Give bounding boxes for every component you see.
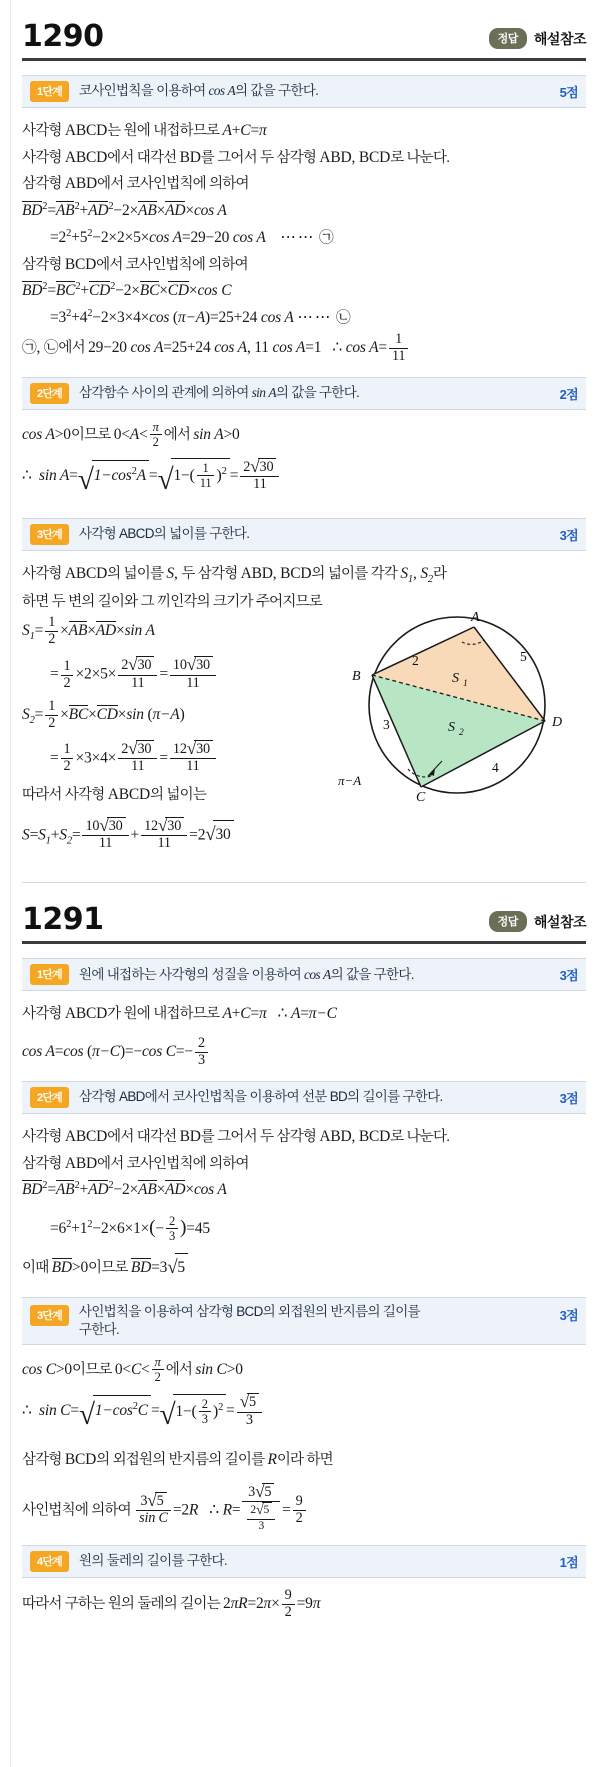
svg-text:C: C (416, 790, 426, 802)
math-line: cos C>0이므로 0<C< $\frac{\pi}{2}$ 에서 sin C>0 (22, 1355, 243, 1385)
problem-block-1291 (22, 883, 586, 1620)
math-line: 이때 BD>0이므로 BD=3√5 (22, 1252, 586, 1285)
svg-text:2: 2 (412, 653, 419, 669)
math-line: 삼각형 ABD에서 코사인법칙에 의하여 (22, 175, 249, 193)
step-3-body (22, 561, 586, 853)
step-tag: 2단계 (30, 1087, 69, 1108)
math-line: cos A>0이므로 0<A< $\frac{\pi}{2}$ 에서 sin A>0 (22, 419, 240, 449)
math-line: 따라서 사각형 ABCD의 넓이는 (22, 786, 207, 804)
svg-text:1: 1 (463, 679, 468, 690)
math-line: ∴ $\sin A=√1-\cos^2A =√1-$( $\frac{1}{11}$ )$^2$ = $\frac{2√30}{11}$ (22, 455, 586, 506)
svg-text:A: A (471, 610, 480, 626)
page-left-margin-rule (0, 0, 11, 1767)
step-description: 원의 둘레의 길이를 구한다. (78, 1553, 227, 1569)
step-bar-2-1290 (22, 377, 586, 410)
math-line: $=3^2+4^2-2\times 3\times 4\times\cos$ (π−A)=25+24 cos A ⋯⋯ ㉡ (50, 308, 351, 327)
answer-text: 해설참조 (533, 913, 586, 930)
math-line: 사각형 ABCD는 원에 내접하므로 A+C=π (22, 122, 267, 139)
math-line: 사각형 ABCD가 원에 내접하므로 A+C=π ∴ A=π−C (22, 1005, 337, 1023)
p1291-step-1-body (22, 1001, 586, 1069)
answer-pill: 정답 (489, 911, 527, 932)
step-points: 3점 (559, 968, 578, 984)
step-bar-2-1291 (22, 1081, 586, 1114)
section-gap (22, 852, 586, 882)
answer-group (489, 911, 586, 935)
math-line: $S_2=$ $\frac{1}{2}$ ×BC×CD×sin (π−A) (22, 697, 185, 731)
step-tag: 1단계 (30, 81, 69, 102)
problem-header-1290 (22, 0, 586, 56)
step-bar-3-1291 (22, 1297, 586, 1345)
math-line: $=2^2+5^2-2\times 2\times 5\times\cos$ A=29−20 cos A ⋯⋯ ㉠ (50, 227, 334, 246)
math-line: ∴ $\sin C=√1-\cos^2C =√1-$( $\frac{2}{3}$ )$^2$ = $\frac{√5}{3}$ (22, 1390, 586, 1441)
math-line: 사각형 ABCD의 넓이를 S, 두 삼각형 ABD, BCD의 넓이를 각각 $S_1$, $S_2$라 (22, 564, 447, 585)
p1291-step-4-body (22, 1588, 586, 1621)
step-2-body (22, 420, 586, 506)
math-line: = $\frac{1}{2}$ ×2×5× $\frac{2√30}{11}$ = $\frac{10√30}{11}$ (22, 655, 586, 691)
svg-text:4: 4 (492, 760, 499, 776)
step-points: 3점 (559, 1307, 578, 1323)
circle-quadrilateral-figure (324, 609, 592, 801)
step-description: 코사인법칙을 이용하여 cos A의 값을 구한다. (78, 83, 319, 99)
step-description: 원에 내접하는 사각형의 성질을 이용하여 cos A의 값을 구한다. (78, 966, 414, 982)
problem-block-1290 (22, 0, 586, 852)
math-line: $S_1=$ $\frac{1}{2}$ ×AB×AD×sin A (22, 614, 155, 648)
step-bar-1-1290 (22, 75, 586, 108)
step-bar-3-1290 (22, 518, 586, 551)
math-line: 사각형 ABCD에서 대각선 BD를 그어서 두 삼각형 ABD, BCD로 나눈다. (22, 1127, 450, 1145)
step-description: 삼각함수 사이의 관계에 의하여 sin A의 값을 구한다. (78, 385, 360, 401)
step-tag: 3단계 (30, 524, 69, 545)
math-line: 삼각형 BCD에서 코사인법칙에 의하여 (22, 255, 248, 273)
math-line: $S=S_1+S_2=$ $\frac{10√30}{11}$ + $\frac{12√30}{11}$ =2√30 (22, 816, 586, 852)
step-tag: 4단계 (30, 1551, 69, 1572)
svg-text:5: 5 (520, 649, 527, 665)
step-description: 사인법칙을 이용하여 삼각형 BCD의 외접원의 반지름의 길이를 구한다. (78, 1303, 420, 1338)
math-line: ㉠, ㉡에서 29−20 cos A=25+24 cos A, 11 cos A=1 ∴ cos A= $\frac{1}{11}$ (22, 332, 586, 365)
math-line: 따라서 구하는 원의 둘레의 길이는 2πR=2π× $\frac{9}{2}$ =9π (22, 1586, 321, 1620)
svg-text:π−A: π−A (338, 773, 362, 789)
step-points: 3점 (559, 1090, 578, 1106)
svg-text:D: D (552, 715, 563, 731)
step-points: 5점 (559, 85, 578, 100)
answer-group (489, 28, 586, 52)
svg-text:S: S (448, 720, 455, 736)
svg-text:3: 3 (383, 717, 390, 733)
p1291-step-2-body (22, 1124, 586, 1285)
problem-header-1291 (22, 883, 586, 939)
step-points: 2점 (559, 386, 578, 402)
answer-pill: 정답 (489, 28, 527, 49)
svg-text:2: 2 (459, 728, 464, 739)
step-points: 3점 (559, 527, 578, 543)
step-description: 사각형 ABCD의 넓이를 구한다. (78, 525, 250, 541)
header-rule (22, 941, 586, 944)
math-line: = $\frac{1}{2}$ ×3×4× $\frac{2√30}{11}$ = $\frac{12√30}{11}$ (22, 739, 586, 775)
step-tag: 1단계 (30, 964, 69, 985)
figure-row (22, 610, 586, 852)
step-points: 1점 (559, 1554, 578, 1570)
header-rule (22, 58, 586, 61)
math-line: $BD^2=AB^2+AD^2-2\times AB\times AD\times\cos$ A (22, 1180, 227, 1199)
answer-text: 해설참조 (533, 30, 586, 47)
step-1-body (22, 118, 586, 365)
math-line: 사인법칙에 의하여 $\frac{3√5}{\text{sin C}}$ =2R ∴ R= $\frac{3√5}{\frac{2√5}{3}}$ = $\frac{9}{2}$ (22, 1482, 586, 1533)
svg-text:S: S (452, 671, 459, 687)
math-line: 삼각형 ABD에서 코사인법칙에 의하여 (22, 1154, 249, 1172)
step-bar-1-1291 (22, 958, 586, 991)
math-line: 하면 두 변의 길이와 그 끼인각의 크기가 주어지므로 (22, 593, 322, 610)
problem-number: 1291 (22, 902, 104, 938)
math-line: 사각형 ABCD에서 대각선 BD를 그어서 두 삼각형 ABD, BCD로 나눈다. (22, 148, 450, 166)
math-line: $=6^2+1^2-2\times 6\times 1\times(-$ $\frac{2}{3}$ )=45 (50, 1214, 210, 1244)
step-description: 삼각형 ABD에서 코사인법칙을 이용하여 선분 BD의 길이를 구한다. (78, 1089, 443, 1105)
math-line: $BD^2=AB^2+AD^2-2\times AB\times AD\times\cos$ A (22, 200, 227, 220)
svg-text:B: B (352, 669, 361, 685)
math-line: $BD^2=BC^2+CD^2-2\times BC\times CD\times\cos$ C (22, 281, 232, 300)
p1291-step-3-body (22, 1355, 586, 1532)
math-line: 삼각형 BCD의 외접원의 반지름의 길이를 R이라 하면 (22, 1451, 333, 1469)
problem-number: 1290 (22, 19, 104, 54)
math-line: cos A=cos (π−C)=−cos C=− $\frac{2}{3}$ (22, 1036, 586, 1069)
step-tag: 2단계 (30, 383, 69, 404)
step-tag: 3단계 (30, 1305, 69, 1326)
step-bar-4-1291 (22, 1545, 586, 1578)
